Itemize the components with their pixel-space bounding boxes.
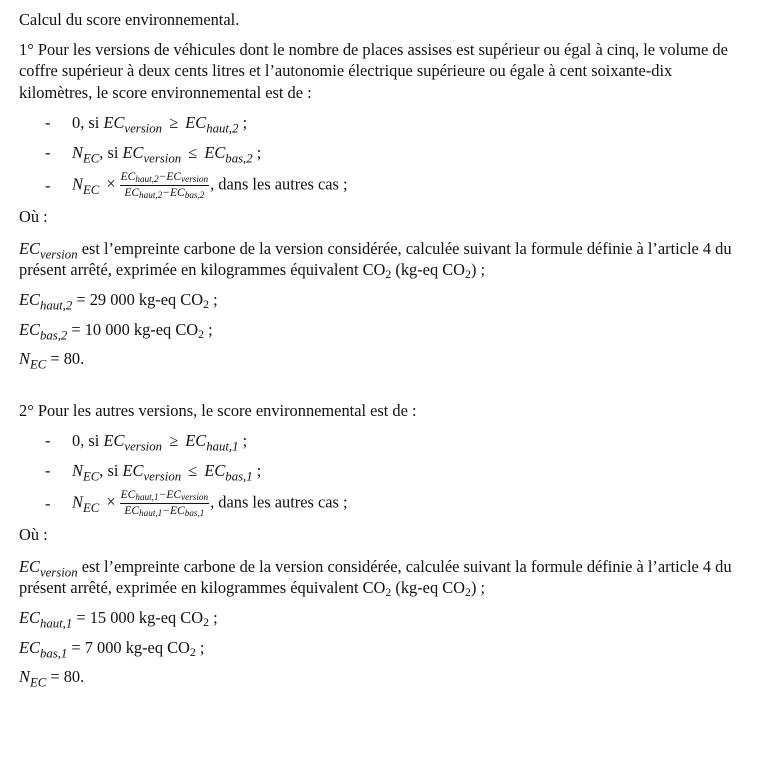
section-1-def-bas: $EC_{bas,2} = 10$ 000 kg-eq $CO_2$ ;	[19, 319, 213, 343]
section-2-bullet-formula	[19, 489, 748, 518]
bullet-dash: -	[45, 112, 51, 132]
bullet-text: $N_{EC}$, si $EC_{version} \le EC_{bas,2}$ ;	[72, 142, 262, 166]
section-2-def-bas: $EC_{bas,1} = 7$ 000 kg-eq $CO_2$ ;	[19, 637, 205, 661]
document-title: Calcul du score environnemental.	[19, 10, 240, 29]
section-2-ou: Où :	[19, 525, 48, 545]
fraction: $\frac{EC_{haut,1}-EC_{version}}{EC_{haut,1}-EC_{bas,1}}$	[120, 488, 209, 518]
bullet-dash: -	[45, 142, 51, 162]
section-1-def-nec: $N_{EC} = 80$.	[19, 349, 85, 372]
bullet-formula: $N_{EC}$ × $\frac{EC_{haut,1}-EC_{version}}{EC_{haut,1}-EC_{bas,1}}$ , dans les autres cas ;	[72, 488, 348, 518]
bullet-dash: -	[45, 493, 51, 513]
section-1-bullet-formula	[19, 171, 748, 200]
bullet-dash: -	[45, 430, 51, 450]
section-1-intro: 1° Pour les versions de véhicules dont le nombre de places assises est supérieur ou égal à cinq, le volume de coffre supérieur à deux cents litres et l’autonomie électrique supérieure ou égale à cent soixante-dix kilomètres, le score environnemental est de :	[19, 39, 728, 102]
bullet-dash: -	[45, 460, 51, 480]
bullet-dash: -	[45, 175, 51, 195]
fraction: $\frac{EC_{haut,2}-EC_{version}}{EC_{haut,2}-EC_{bas,2}}$	[120, 170, 209, 200]
section-gap	[19, 378, 748, 400]
section-2-def-version: $EC_{version}$ est l’empreinte carbone de la version considérée, calculée suivant la formule définie à l’article 4 du présent arrêté, exprimée en kilogrammes équivalent $CO_2$ (kg-eq $CO_2$) ;	[19, 556, 732, 600]
section-1-def-version: $EC_{version}$ est l’empreinte carbone de la version considérée, calculée suivant la formule définie à l’article 4 du présent arrêté, exprimée en kilogrammes équivalent $CO_2$ (kg-eq $CO_2$) ;	[19, 238, 732, 282]
bullet-formula: $N_{EC}$ × $\frac{EC_{haut,2}-EC_{version}}{EC_{haut,2}-EC_{bas,2}}$ , dans les autres cas ;	[72, 170, 348, 200]
section-1-bullet-nec	[19, 141, 748, 165]
section-2-bullet-zero	[19, 429, 748, 453]
section-1-def-haut: $EC_{haut,2} = 29$ 000 kg-eq $CO_2$ ;	[19, 290, 218, 313]
bullet-text: 0, si $EC_{version} \ge EC_{haut,1}$ ;	[72, 430, 248, 454]
section-2-def-haut: $EC_{haut,1} = 15$ 000 kg-eq $CO_2$ ;	[19, 608, 218, 631]
section-2-intro: 2° Pour les autres versions, le score environnemental est de :	[19, 401, 417, 420]
section-2-bullet-nec	[19, 459, 748, 483]
section-1-ou: Où :	[19, 207, 48, 227]
bullet-text: 0, si $EC_{version} \ge EC_{haut,2}$ ;	[72, 112, 248, 136]
section-1-bullet-zero	[19, 111, 748, 135]
bullet-text: $N_{EC}$, si $EC_{version} \le EC_{bas,1}$ ;	[72, 460, 262, 484]
section-2-def-nec: $N_{EC} = 80$.	[19, 667, 85, 690]
